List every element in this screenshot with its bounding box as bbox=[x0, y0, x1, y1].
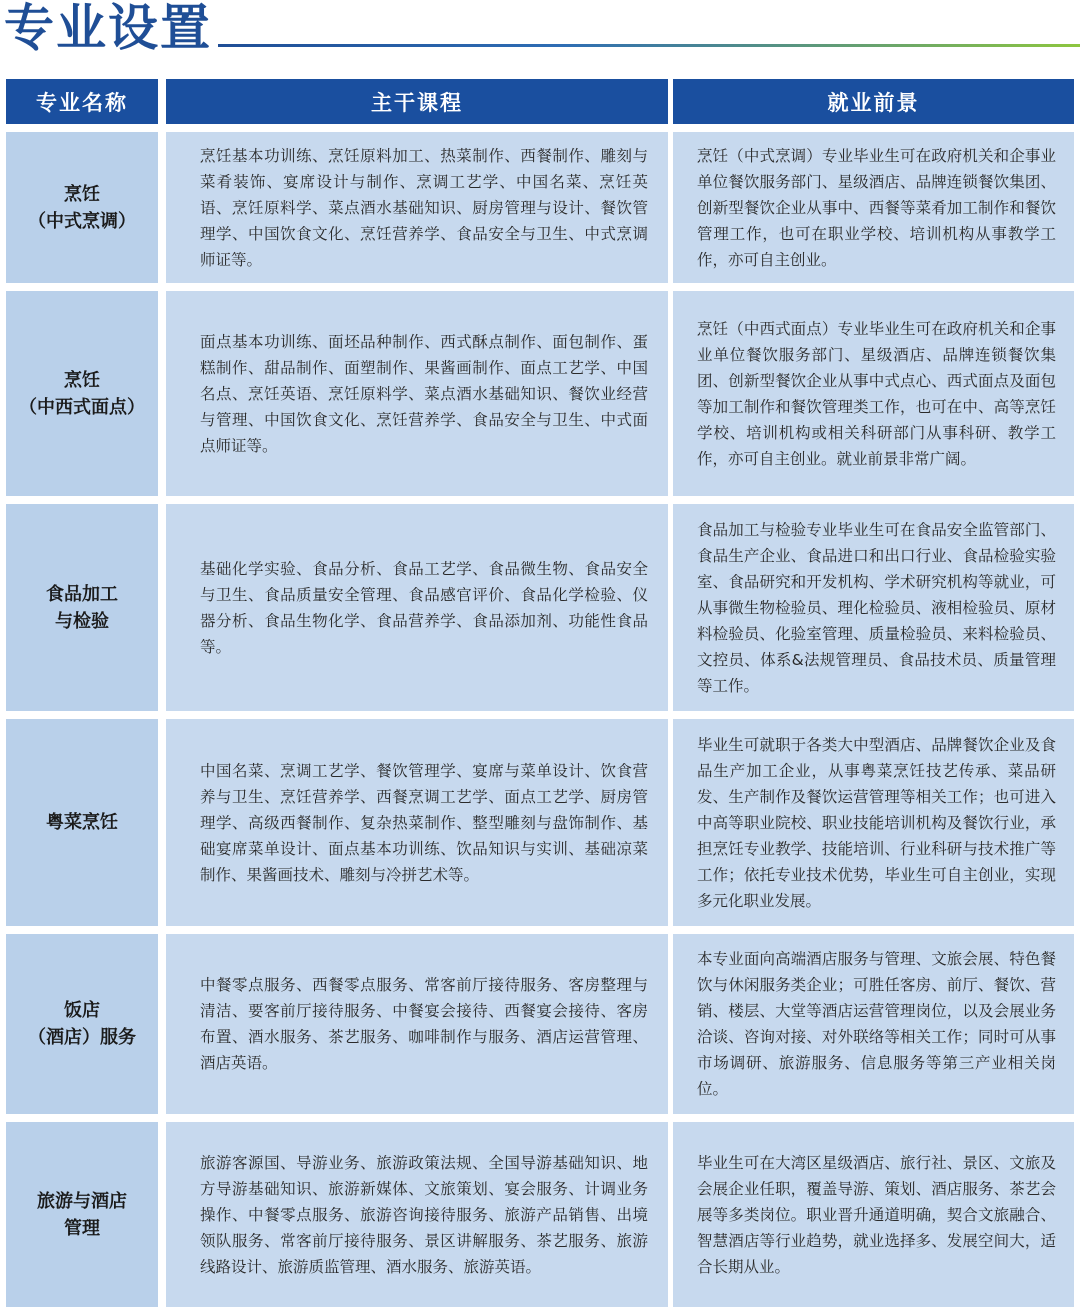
core-courses-cell bbox=[166, 132, 668, 283]
title-rule bbox=[218, 44, 1080, 47]
core-courses-cell bbox=[166, 719, 668, 926]
core-courses-text: 面点基本功训练、面坯品种制作、西式酥点制作、面包制作、蛋糕制作、甜品制作、面塑制作、果酱画制作、面点工艺学、中国名点、烹饪英语、烹饪原料学、菜点酒水基础知识、餐饮业经营与管理、中国饮食文化、烹饪营养学、食品安全与卫生、中式面点师证等。 bbox=[200, 332, 648, 455]
career-prospects-cell bbox=[673, 719, 1074, 926]
major-name-cell bbox=[6, 132, 158, 283]
core-courses-cell bbox=[166, 504, 668, 711]
major-name-line: 旅游与酒店 bbox=[37, 1190, 127, 1212]
career-prospects-cell bbox=[673, 1122, 1074, 1307]
career-prospects-text: 食品加工与检验专业毕业生可在食品安全监管部门、食品生产企业、食品进口和出口行业、食品检验实验室、食品研究和开发机构、学术研究机构等就业，可从事微生物检验员、理化检验员、液相检验员、原材料检验员、化验室管理、质量检验员、来料检验员、文控员、体系&法规管理员、食品技术员、质量管理等工作。 bbox=[697, 520, 1056, 695]
core-courses-cell bbox=[166, 934, 668, 1114]
header-major-name: 专业名称 bbox=[6, 79, 158, 124]
core-courses-text: 旅游客源国、导游业务、旅游政策法规、全国导游基础知识、地方导游基础知识、旅游新媒体、文旅策划、宴会服务、计调业务操作、中餐零点服务、旅游咨询接待服务、旅游产品销售、出境领队服务、常客前厅接待服务、景区讲解服务、茶艺服务、旅游线路设计、旅游质监管理、酒水服务、旅游英语。 bbox=[200, 1153, 648, 1276]
career-prospects-cell bbox=[673, 132, 1074, 283]
core-courses-text: 中国名菜、烹调工艺学、餐饮管理学、宴席与菜单设计、饮食营养与卫生、烹饪营养学、西餐烹调工艺学、面点工艺学、厨房管理学、高级西餐制作、复杂热菜制作、整型雕刻与盘饰制作、基础宴席菜单设计、面点基本功训练、饮品知识与实训、基础凉菜制作、果酱画技术、雕刻与冷拼艺术等。 bbox=[200, 761, 648, 884]
major-name-line: 与检验 bbox=[55, 610, 109, 632]
major-name-line: （中式烹调） bbox=[28, 210, 136, 232]
career-prospects-cell bbox=[673, 504, 1074, 711]
major-name-line: （中西式面点） bbox=[19, 396, 145, 418]
core-courses-cell bbox=[166, 291, 668, 496]
career-prospects-cell bbox=[673, 291, 1074, 496]
career-prospects-cell bbox=[673, 934, 1074, 1114]
header-core-courses: 主干课程 bbox=[166, 79, 668, 124]
major-name-line: （酒店）服务 bbox=[28, 1027, 136, 1048]
major-name-line: 管理 bbox=[64, 1217, 100, 1239]
core-courses-text: 基础化学实验、食品分析、食品工艺学、食品微生物、食品安全与卫生、食品质量安全管理、食品感官评价、食品化学检验、仪器分析、食品生物化学、食品营养学、食品添加剂、功能性食品等。 bbox=[200, 559, 648, 656]
major-name-cell bbox=[6, 291, 158, 496]
major-name-cell bbox=[6, 719, 158, 926]
core-courses-text: 中餐零点服务、西餐零点服务、常客前厅接待服务、客房整理与清洁、要客前厅接待服务、中餐宴会接待、西餐宴会接待、客房布置、酒水服务、茶艺服务、咖啡制作与服务、酒店运营管理、酒店英语。 bbox=[200, 976, 648, 1072]
core-courses-cell bbox=[166, 1122, 668, 1307]
career-prospects-text: 烹饪（中式烹调）专业毕业生可在政府机关和企事业单位餐饮服务部门、星级酒店、品牌连锁餐饮集团、创新型餐饮企业从事中、西餐等菜肴加工制作和餐饮管理工作，也可在职业学校、培训机构从事教学工作，亦可自主创业。 bbox=[697, 146, 1056, 269]
core-courses-text: 烹饪基本功训练、烹饪原料加工、热菜制作、西餐制作、雕刻与菜肴装饰、宴席设计与制作、烹调工艺学、中国名菜、烹饪英语、烹饪原料学、菜点酒水基础知识、厨房管理与设计、餐饮管理学、中国饮食文化、烹饪营养学、食品安全与卫生、中式烹调师证等。 bbox=[200, 146, 648, 269]
major-name-line: 食品加工 bbox=[46, 583, 118, 605]
career-prospects-text: 毕业生可就职于各类大中型酒店、品牌餐饮企业及食品生产加工企业，从事粤菜烹饪技艺传承、菜品研发、生产制作及餐饮运营管理等相关工作；也可进入中高等职业院校、职业技能培训机构及餐饮行业，承担烹饪专业教学、技能培训、行业科研与技术推广等工作；依托专业技术优势，毕业生可自主创业，实现多元化职业发展。 bbox=[697, 735, 1056, 910]
page-title: 专业设置 bbox=[4, 0, 212, 57]
major-name-cell bbox=[6, 1122, 158, 1307]
major-name-line: 烹饪 bbox=[64, 183, 100, 205]
major-name-line: 烹饪 bbox=[64, 369, 100, 391]
header-career-prospects: 就业前景 bbox=[673, 79, 1074, 124]
career-prospects-text: 烹饪（中西式面点）专业毕业生可在政府机关和企事业单位餐饮服务部门、星级酒店、品牌连锁餐饮集团、创新型餐饮企业从事中式点心、西式面点及面包等加工制作和餐饮管理类工作，也可在中、高等烹饪学校、培训机构或相关科研部门从事科研、教学工作，亦可自主创业。就业前景非常广阔。 bbox=[697, 319, 1056, 468]
major-name-cell bbox=[6, 934, 158, 1114]
career-prospects-text: 毕业生可在大湾区星级酒店、旅行社、景区、文旅及会展企业任职，覆盖导游、策划、酒店服务、茶艺会展等多类岗位。职业晋升通道明确，契合文旅融合、智慧酒店等行业趋势，就业选择多、发展空间大，适合长期从业。 bbox=[697, 1153, 1056, 1276]
major-name-line: 饭店 bbox=[64, 1000, 100, 1021]
major-name-cell bbox=[6, 504, 158, 711]
major-name-line: 粤菜烹饪 bbox=[46, 812, 118, 833]
career-prospects-text: 本专业面向高端酒店服务与管理、文旅会展、特色餐饮与休闲服务类企业；可胜任客房、前厅、餐饮、营销、楼层、大堂等酒店运营管理岗位，以及会展业务洽谈、咨询对接、对外联络等相关工作；同时可从事市场调研、旅游服务、信息服务等第三产业相关岗位。 bbox=[697, 950, 1056, 1098]
